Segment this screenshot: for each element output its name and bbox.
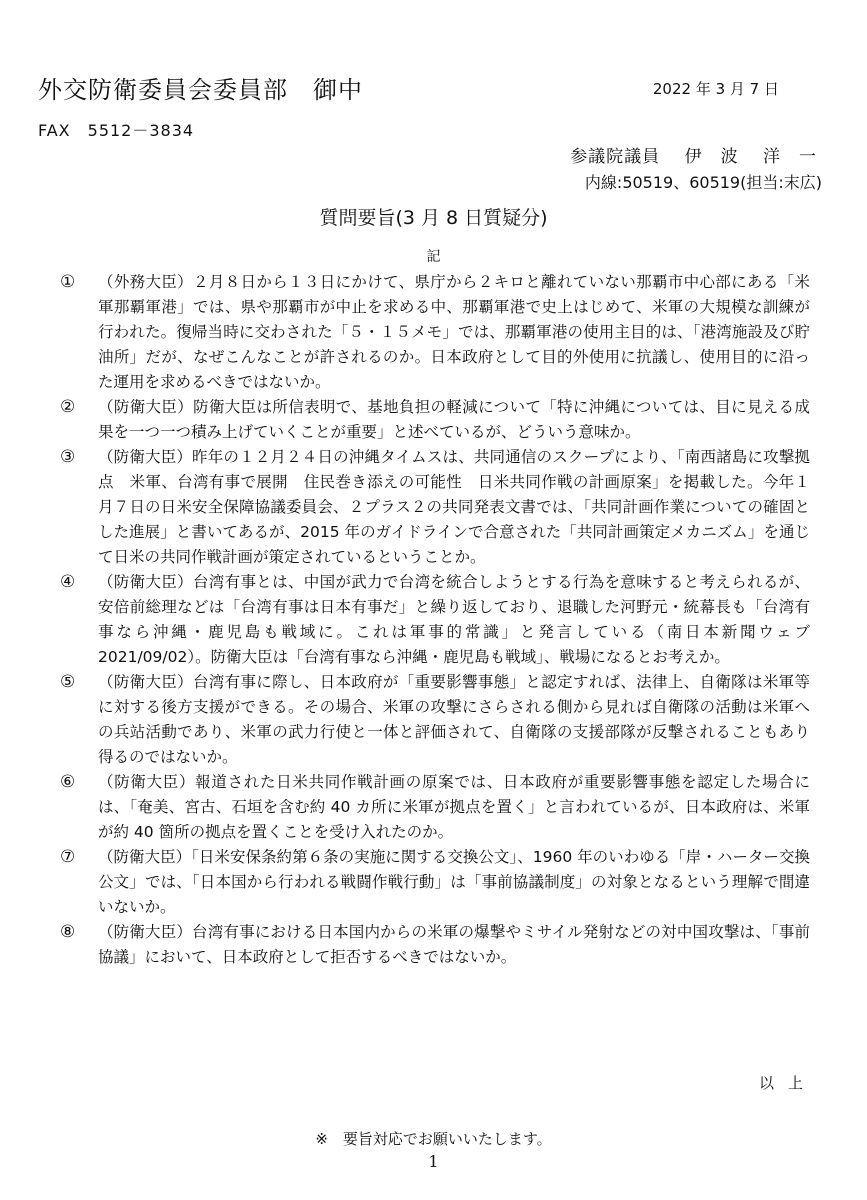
question-text: （防衛大臣）台湾有事とは、中国が武力で台湾を統合しようとする行為を意味すると考えられるが、安倍前総理などは「台湾有事は日本有事だ」と繰り返しており、退職した河野元・統幕長も「台湾有事なら沖縄・鹿児島も戦域に。これは軍事的常識」と発言している（南日本新聞ウェブ 2021/09/02）。防衛大臣は「台湾有事なら沖縄・鹿児島も戦域」、戦場になるとお考えか。	[98, 573, 810, 666]
question-item	[60, 445, 810, 570]
question-item	[60, 570, 810, 670]
question-item	[60, 770, 810, 845]
question-number: ①	[60, 272, 76, 292]
request-note: ※ 要旨対応でお願いいたします。	[315, 1130, 552, 1148]
question-text: （防衛大臣）台湾有事における日本国内からの米軍の爆撃やミサイル発射などの対中国攻撃は、「事前協議」において、日本政府として拒否するべきではないか。	[98, 923, 810, 966]
question-number: ③	[60, 447, 76, 467]
fax-number: FAX 5512－3834	[38, 121, 195, 140]
ki-mark: 記	[426, 249, 441, 265]
question-number: ⑧	[60, 922, 76, 942]
recipient-heading: 外交防衛委員会委員部 御中	[38, 76, 363, 104]
question-text: （防衛大臣）「日米安保条約第６条の実施に関する交換公文」、1960 年のいわゆる「岸・ハーター交換公文」では、「日本国から行われる戦闘作戦行動」は「事前協議制度」の対象となるという理解で間違いないか。	[98, 848, 810, 916]
question-text: （外務大臣）２月８日から１３日にかけて、県庁から２キロと離れていない那覇市中心部にある「米軍那覇軍港」では、県や那覇市が中止を求める中、那覇軍港で史上はじめて、米軍の大規模な訓練が行われた。復帰当時に交わされた「５・１５メモ」では、那覇軍港の使用主目的は、「港湾施設及び貯油所」だが、なぜこんなことが許されるのか。日本政府として目的外使用に抗議し、使用目的に沿った運用を求めるべきではないか。	[98, 273, 810, 391]
sender-extension: 内線:50519、60519(担当:末広)	[584, 173, 822, 192]
question-item	[60, 270, 810, 395]
page-number: 1	[428, 1152, 439, 1171]
question-list	[60, 270, 810, 970]
question-number: ⑤	[60, 672, 76, 692]
question-text: （防衛大臣）昨年の１２月２４日の沖縄タイムスは、共同通信のスクープにより、「南西諸島に攻撃拠点 米軍、台湾有事で展開 住民巻き添えの可能性 日米共同作戦の計画原案」を掲載した。今年１月７日の日米安全保障協議委員会、２プラス２の共同発表文書では、「共同計画作業についての確固とした進展」と書いてあるが、2015 年のガイドラインで合意された「共同計画策定メカニズム」を通じて日米の共同作戦計画が策定されているということか。	[98, 448, 810, 566]
question-text: （防衛大臣）報道された日米共同作戦計画の原案では、日本政府が重要影響事態を認定した場合には、「奄美、宮古、石垣を含む約 40 カ所に米軍が拠点を置く」と言われているが、日本政府は、米軍が約 40 箇所の拠点を置くことを受け入れたのか。	[98, 773, 810, 841]
question-text: （防衛大臣）台湾有事に際し、日本政府が「重要影響事態」と認定すれば、法律上、自衛隊は米軍等に対する後方支援ができる。その場合、米軍の攻撃にさらされる側から見れば自衛隊の活動は米軍への兵站活動であり、米軍の武力行使と一体と評価されて、自衛隊の支援部隊が反撃されることもあり得るのではないか。	[98, 673, 810, 766]
sender-name: 参議院議員 伊 波 洋 一	[570, 147, 817, 167]
document-title: 質問要旨(3 月 8 日質疑分)	[319, 207, 548, 229]
question-number: ②	[60, 397, 76, 417]
question-item	[60, 845, 810, 920]
question-item	[60, 670, 810, 770]
question-number: ⑦	[60, 847, 76, 867]
question-number: ④	[60, 572, 76, 592]
document-date: 2022 年 3 月 7 日	[652, 80, 779, 98]
question-text: （防衛大臣）防衛大臣は所信表明で、基地負担の軽減について「特に沖縄については、目に見える成果を一つ一つ積み上げていくことが重要」と述べているが、どういう意味か。	[98, 398, 810, 441]
question-number: ⑥	[60, 772, 76, 792]
question-item	[60, 395, 810, 445]
question-item	[60, 920, 810, 970]
closing-mark: 以上	[758, 1074, 817, 1092]
